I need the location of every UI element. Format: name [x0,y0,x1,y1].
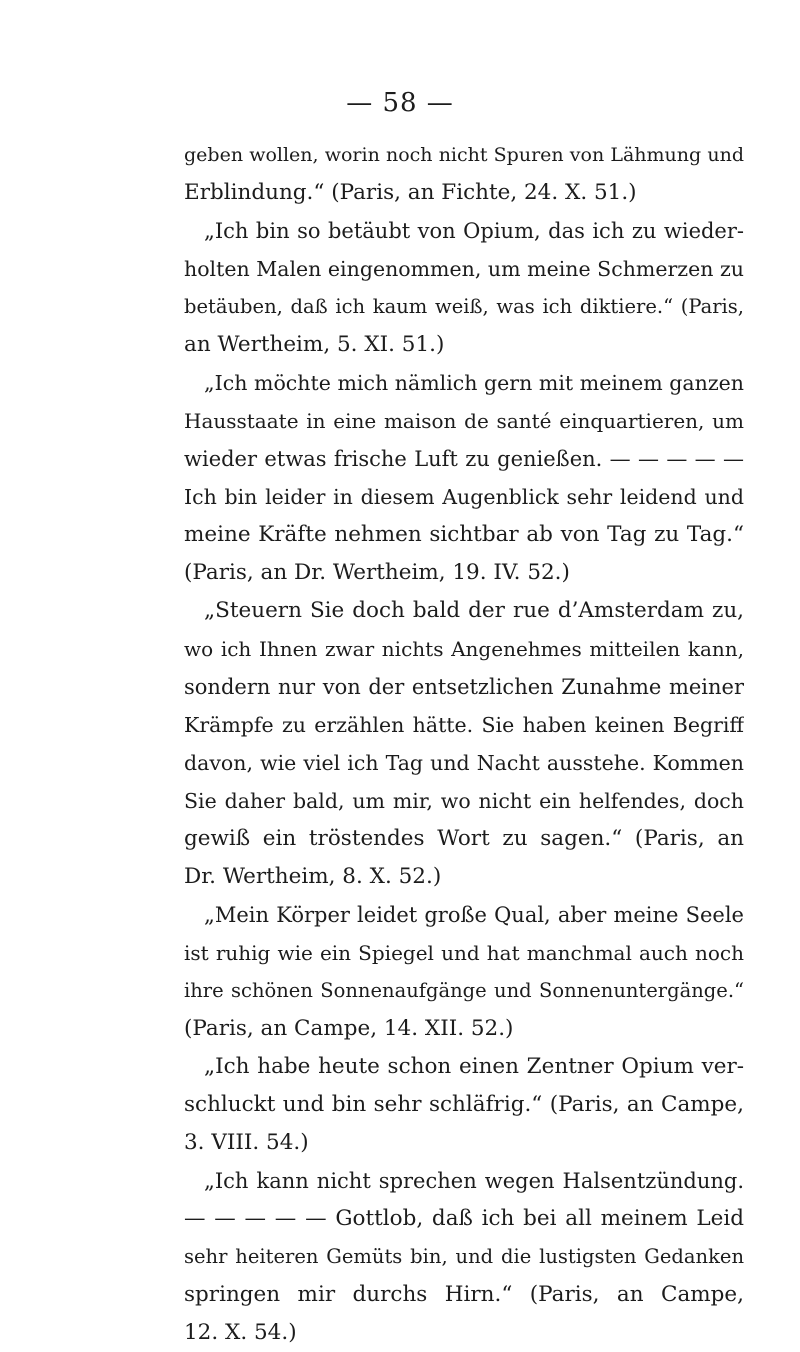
text-line: „Ich bin so betäubt von Opium, das ich zu wieder- [204,219,744,243]
text-line: „Ich kann nicht sprechen wegen Halsentzündung. [204,1169,744,1193]
text-line: an Wertheim, 5. XI. 51.) [184,332,445,357]
text-line: meine Kräfte nehmen sichtbar ab von Tag zu Tag.“ [184,522,744,547]
text-line: Hausstaate in eine maison de santé einquartieren, um [184,409,744,433]
text-line: davon, wie viel ich Tag und Nacht ausstehe. Kommen [184,751,744,775]
text-line: Krämpfe zu erzählen hätte. Sie haben keinen Begriff [184,713,744,737]
text-line: — — — — — Gottlob, daß ich bei all meinem Leid [184,1206,744,1231]
text-line: Erblindung.“ (Paris, an Fichte, 24. X. 51.) [184,180,637,205]
text-line: „Ich möchte mich nämlich gern mit meinem ganzen [204,371,744,395]
text-line: wo ich Ihnen zwar nichts Angenehmes mitteilen kann, [184,637,744,661]
text-line: 12. X. 54.) [184,1320,297,1345]
text-line: (Paris, an Dr. Wertheim, 19. IV. 52.) [184,560,570,585]
text-line: ist ruhig wie ein Spiegel und hat manchmal auch noch [184,941,744,965]
text-line: 3. VIII. 54.) [184,1130,309,1155]
text-line: Sie daher bald, um mir, wo nicht ein helfendes, doch [184,789,744,813]
text-line: „Steuern Sie doch bald der rue d’Amsterdam zu, [204,598,744,623]
text-line: schluckt und bin sehr schläfrig.“ (Paris, an Campe, [184,1092,744,1117]
text-line: Dr. Wertheim, 8. X. 52.) [184,864,442,889]
text-line: Ich bin leider in diesem Augenblick sehr leidend und [184,485,744,509]
text-line: sehr heiteren Gemüts bin, und die lustigsten Gedanken [184,1245,744,1268]
text-line: wieder etwas frische Luft zu genießen. — — — — — [184,447,744,471]
page-number: — 58 — [346,88,454,118]
text-line: sondern nur von der entsetzlichen Zunahme meiner [184,675,744,699]
text-line: „Mein Körper leidet große Qual, aber meine Seele [204,903,744,927]
text-line: betäuben, daß ich kaum weiß, was ich diktiere.“ (Paris, [184,295,744,318]
text-line: ihre schönen Sonnenaufgänge und Sonnenuntergänge.“ [184,979,744,1002]
text-line: gewiß ein tröstendes Wort zu sagen.“ (Paris, an [184,826,744,851]
text-line: springen mir durchs Hirn.“ (Paris, an Campe, [184,1282,744,1307]
text-line: (Paris, an Campe, 14. XII. 52.) [184,1016,514,1041]
text-line: geben wollen, worin noch nicht Spuren von Lähmung und [184,144,744,166]
text-line: holten Malen eingenommen, um meine Schmerzen zu [184,257,744,281]
text-line: „Ich habe heute schon einen Zentner Opium ver- [204,1054,744,1079]
body-text [184,136,744,1352]
